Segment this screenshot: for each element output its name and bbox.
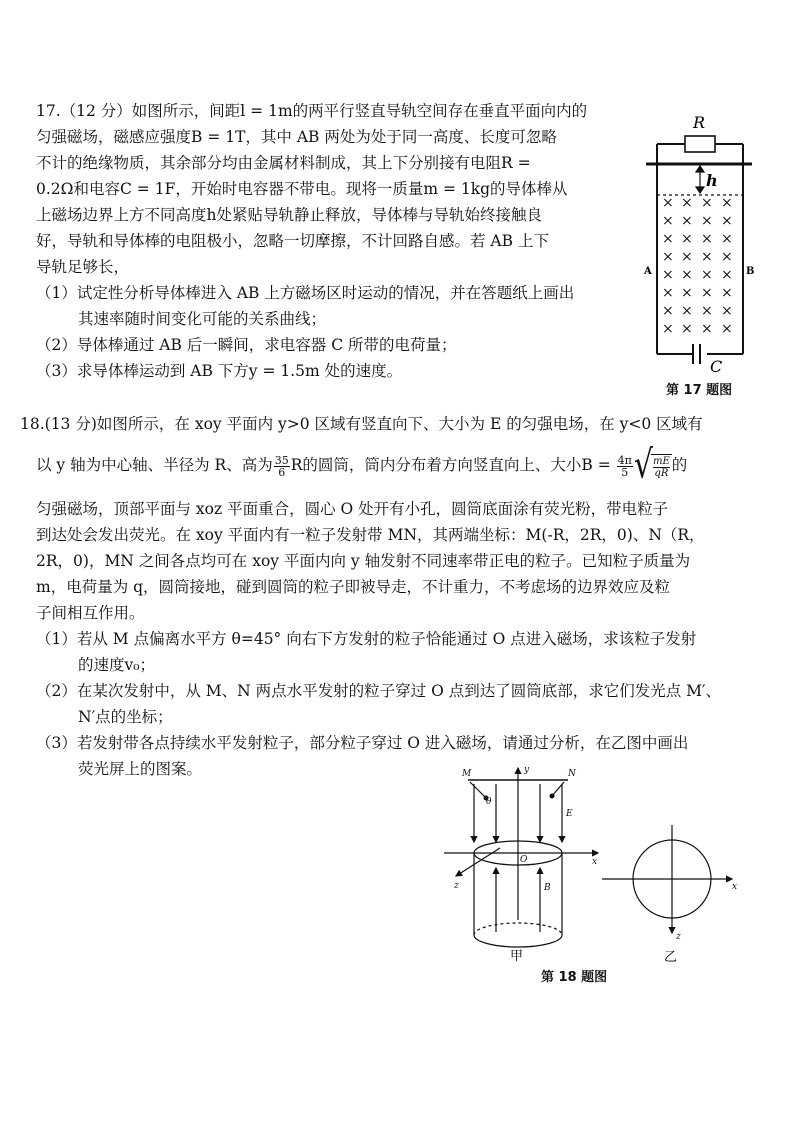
fig-a-name: 甲	[510, 949, 524, 964]
q18-line-7: 子间相互作用。	[36, 604, 145, 622]
q17-line-2: 匀强磁场，磁感应强度B = 1T，其中 AB 两处为处于同一高度、长度可忽略	[36, 128, 557, 146]
q18-line-6: m，电荷量为 q，圆筒接地，碰到圆筒的粒子即被导走，不计重力，不考虑场的边界效应及粒	[36, 578, 671, 596]
field-x-r1c3: ×	[701, 195, 713, 211]
q17-figure	[640, 104, 790, 374]
sqrt-num: mE	[653, 455, 670, 467]
fig-a-label-M: M	[462, 769, 472, 779]
q17-line-1: 17.（12 分）如图所示，间距l = 1m的两平行竖直导轨空间存在垂直平面向内的	[36, 102, 588, 120]
fig-a-label-theta: θ	[486, 797, 492, 807]
q18-caption: 第 18 题图	[541, 970, 608, 985]
q17-line-4: 0.2Ω和电容C = 1F，开始时电容器不带电。现将一质量m = 1kg的导体棒从	[36, 180, 568, 198]
q17-label-A: A	[644, 266, 652, 277]
field-x-r5c4: ×	[721, 267, 733, 283]
q17-line-6: 好，导轨和导体棒的电阻极小，忽略一切摩擦，不计回路自感。若 AB 上下	[36, 232, 549, 250]
fig-b-name: 乙	[664, 950, 678, 965]
q17-label-h: h	[706, 171, 718, 190]
q18-line-10: （2）在某次发射中，从 M、N 两点水平发射的粒子穿过 O 点到达了圆筒底部，求它们发光点 M′、	[36, 682, 722, 700]
field-x-r8c4: ×	[721, 321, 733, 337]
field-x-r7c1: ×	[662, 303, 674, 319]
q18-line-12: （3）若发射带各点持续水平发射粒子，部分粒子穿过 O 进入磁场，请通过分析，在乙图中画出	[36, 734, 689, 752]
field-x-r6c4: ×	[721, 285, 733, 301]
b-fraction	[617, 455, 633, 478]
field-x-r2c1: ×	[662, 213, 674, 229]
field-x-r4c4: ×	[721, 249, 733, 265]
q18-line-9: 的速度v₀；	[78, 656, 155, 674]
q18-line-13: 荧光屏上的图案。	[78, 760, 203, 778]
q18-figure-b	[600, 815, 750, 965]
field-x-r2c3: ×	[701, 213, 713, 229]
height-fraction	[274, 455, 290, 478]
field-x-r4c2: ×	[681, 249, 693, 265]
q17-line-7: 导轨足够长，	[36, 258, 130, 276]
field-x-r1c1: ×	[662, 195, 674, 211]
field-x-r2c2: ×	[681, 213, 693, 229]
q17-label-R: R	[693, 113, 706, 132]
q18-line-2-part1: 以 y 轴为中心轴、半径为 R、高为	[36, 456, 273, 474]
field-x-r1c2: ×	[681, 195, 693, 211]
field-x-r3c1: ×	[662, 231, 674, 247]
q18-line-2-part3: 的	[671, 456, 688, 474]
q17-line-3: 不计的绝缘物质，其余部分均由金属材料制成，其上下分别接有电阻R =	[36, 154, 531, 172]
field-x-r4c3: ×	[701, 249, 713, 265]
fig-a-label-x: x	[592, 857, 598, 867]
fig-a-label-O: O	[520, 855, 528, 865]
field-x-r8c3: ×	[701, 321, 713, 337]
field-x-r3c3: ×	[701, 231, 713, 247]
field-x-r1c4: ×	[721, 195, 733, 211]
fig-a-label-z: z	[454, 881, 459, 891]
q17-line-5: 上磁场边界上方不同高度h处紧贴导轨静止释放，导体棒与导轨始终接触良	[36, 206, 542, 224]
field-x-r4c1: ×	[662, 249, 674, 265]
q17-caption: 第 17 题图	[666, 383, 733, 398]
field-x-r7c4: ×	[721, 303, 733, 319]
field-x-r3c4: ×	[721, 231, 733, 247]
q17-line-8: （1）试定性分析导体棒进入 AB 上方磁场区时运动的情况，并在答题纸上画出	[36, 284, 575, 302]
q17-line-9: 其速率随时间变化可能的关系曲线；	[78, 310, 327, 328]
field-x-r3c2: ×	[681, 231, 693, 247]
q17-line-11: （3）求导体棒运动到 AB 下方y = 1.5m 处的速度。	[36, 362, 403, 380]
fig-b-label-x: x	[732, 882, 738, 892]
q18-line-2-part2: R的圆筒，筒内分布着方向竖直向上、大小B =	[290, 456, 611, 474]
q17-label-C: C	[710, 357, 723, 374]
fig-a-label-B: B	[544, 883, 551, 893]
q18-line-4: 到达处会发出荧光。在 xoy 平面内有一粒子发射带 MN，其两端坐标：M(-R，2R，0)、N（R，	[36, 526, 705, 544]
field-x-r8c1: ×	[662, 321, 674, 337]
field-x-r5c2: ×	[681, 267, 693, 283]
b-fraction-den: 5	[621, 465, 629, 479]
q17-label-B: B	[746, 266, 755, 277]
q18-line-2	[36, 442, 688, 489]
sqrt-body	[651, 454, 672, 479]
q17-line-10: （2）导体棒通过 AB 后一瞬间，求电容器 C 所带的电荷量；	[36, 336, 457, 354]
fig-a-label-y: y	[524, 765, 530, 775]
field-x-r5c1: ×	[662, 267, 674, 283]
field-x-r6c2: ×	[681, 285, 693, 301]
q18-line-5: 2R，0)，MN 之间各点均可在 xoy 平面内向 y 轴发射不同速率带正电的粒子。已知粒子质量为	[36, 552, 691, 570]
field-x-r5c3: ×	[701, 267, 713, 283]
field-x-r6c3: ×	[701, 285, 713, 301]
height-fraction-num: 35	[274, 453, 289, 467]
q18-figure-a	[440, 760, 610, 965]
q18-line-1: 18.(13 分)如图所示，在 xoy 平面内 y>0 区域有竖直向下、大小为 E 的匀强电场，在 y<0 区域有	[20, 415, 703, 433]
b-fraction-num: 4π	[617, 453, 632, 467]
fig-a-label-N: N	[568, 769, 576, 779]
field-x-r7c2: ×	[681, 303, 693, 319]
fig-b-label-z: z	[676, 932, 681, 942]
field-x-r6c1: ×	[662, 285, 674, 301]
sqrt-sign: √	[633, 442, 653, 489]
q18-line-3: 匀强磁场，顶部平面与 xoz 平面重合，圆心 O 处开有小孔，圆筒底面涂有荧光粉，带电粒子	[36, 500, 669, 518]
fig-a-label-E: E	[566, 809, 573, 819]
q18-line-11: N′点的坐标；	[78, 708, 173, 726]
q18-line-8: （1）若从 M 点偏离水平方 θ=45° 向右下方发射的粒子恰能通过 O 点进入磁场，求该粒子发射	[36, 630, 697, 648]
field-x-r8c2: ×	[681, 321, 693, 337]
height-fraction-den: 6	[278, 465, 286, 479]
field-x-r7c3: ×	[701, 303, 713, 319]
sqrt-den: qR	[654, 467, 669, 479]
field-x-r2c4: ×	[721, 213, 733, 229]
